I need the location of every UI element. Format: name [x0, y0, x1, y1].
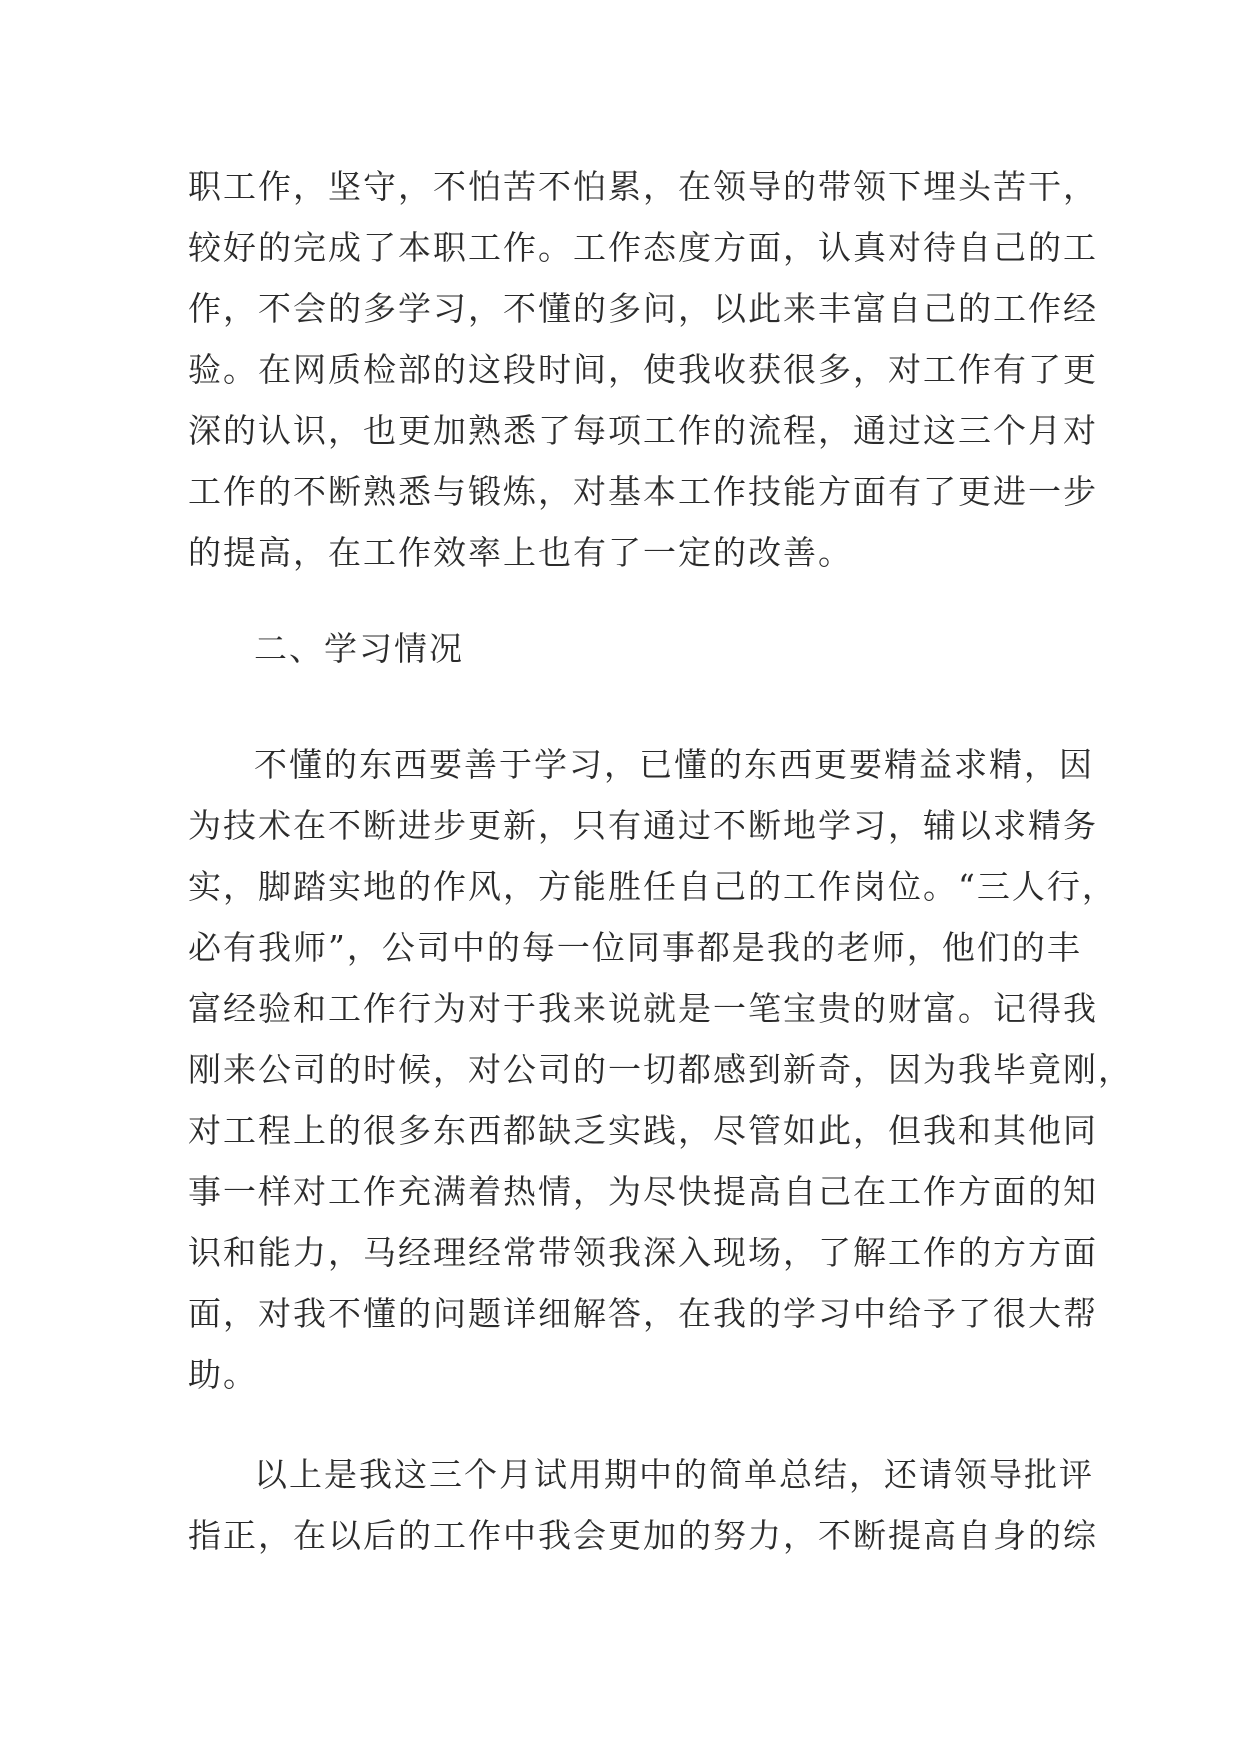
text-line: 刚来公司的时候，对公司的一切都感到新奇，因为我毕竟刚， — [188, 1050, 1133, 1089]
text-line: 助。 — [188, 1355, 258, 1394]
text-line: 职工作，坚守，不怕苦不怕累，在领导的带领下埋头苦干， — [188, 167, 1098, 206]
text-line: 以上是我这三个月试用期中的简单总结，还请领导批评 — [254, 1455, 1094, 1494]
paragraph-work-performance — [188, 156, 1098, 583]
paragraph-summary — [188, 1444, 1098, 1566]
text-line: 工作的不断熟悉与锻炼，对基本工作技能方面有了更进一步 — [188, 472, 1098, 511]
text-line: 为技术在不断进步更新，只有通过不断地学习，辅以求精务 — [188, 806, 1098, 845]
text-line: 不懂的东西要善于学习，已懂的东西更要精益求精，因 — [254, 745, 1094, 784]
text-line: 面，对我不懂的问题详细解答，在我的学习中给予了很大帮 — [188, 1294, 1098, 1333]
text-line: 指正，在以后的工作中我会更加的努力，不断提高自身的综 — [188, 1516, 1098, 1555]
text-line: 识和能力，马经理经常带领我深入现场，了解工作的方方面 — [188, 1233, 1098, 1272]
text-line: 作，不会的多学习，不懂的多问，以此来丰富自己的工作经 — [188, 289, 1098, 328]
text-line: 事一样对工作充满着热情，为尽快提高自己在工作方面的知 — [188, 1172, 1098, 1211]
text-line: 富经验和工作行为对于我来说就是一笔宝贵的财富。记得我 — [188, 989, 1098, 1028]
text-line: 深的认识，也更加熟悉了每项工作的流程，通过这三个月对 — [188, 411, 1098, 450]
text-line: 必有我师”，公司中的每一位同事都是我的老师，他们的丰 — [188, 928, 1082, 967]
text-line: 对工程上的很多东西都缺乏实践，尽管如此，但我和其他同 — [188, 1111, 1098, 1150]
section-heading-text: 二、学习情况 — [254, 629, 464, 668]
text-line: 验。在网质检部的这段时间，使我收获很多，对工作有了更 — [188, 350, 1098, 389]
paragraph-study — [188, 734, 1133, 1405]
section-heading-study — [188, 618, 1068, 679]
text-line: 较好的完成了本职工作。工作态度方面，认真对待自己的工 — [188, 228, 1098, 267]
text-line: 实，脚踏实地的作风，方能胜任自己的工作岗位。“三人行， — [188, 867, 1117, 906]
text-line: 的提高，在工作效率上也有了一定的改善。 — [188, 533, 853, 572]
